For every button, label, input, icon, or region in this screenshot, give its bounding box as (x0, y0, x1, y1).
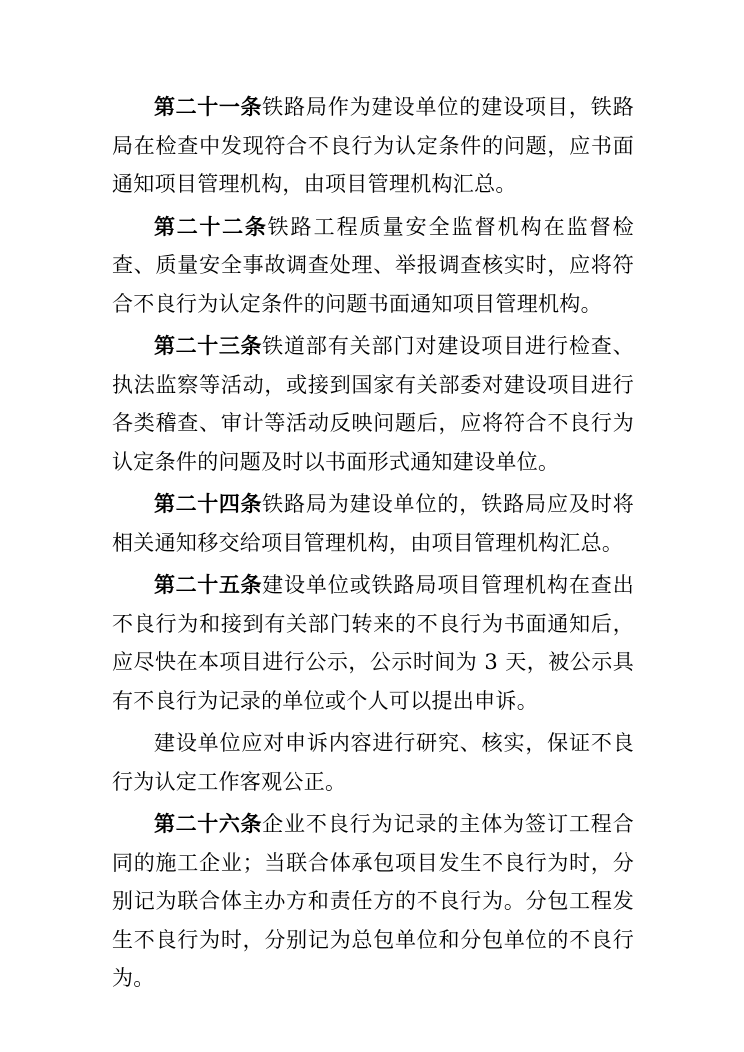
article-22-heading: 第二十二条 (154, 214, 268, 239)
article-24-paragraph (112, 485, 634, 562)
article-21-paragraph (112, 88, 634, 204)
article-23-heading: 第二十三条 (154, 334, 263, 358)
article-24-heading: 第二十四条 (154, 492, 263, 516)
article-25-text: 建设单位或铁路局项目管理机构在查出不良行为和接到有关部门转来的不良行为书面通知后，应尽快在本项目进行公示，公示时间为 3 天，被公示具有不良行为记录的单位或个人可以提出申诉。 (112, 573, 634, 713)
article-22-paragraph (112, 208, 634, 324)
document-body (112, 88, 634, 1002)
article-26-paragraph (112, 805, 634, 998)
article-25-paragraph (112, 566, 634, 720)
article-26-text: 企业不良行为记录的主体为签订工程合同的施工企业；当联合体承包项目发生不良行为时，分别记为联合体主办方和责任方的不良行为。分包工程发生不良行为时，分别记为总包单位和分包单位的不良行为。 (112, 812, 634, 990)
article-25-continuation-text: 建设单位应对申诉内容进行研究、核实，保证不良行为认定工作客观公正。 (112, 731, 634, 794)
article-24-text: 铁路局为建设单位的，铁路局应及时将相关通知移交给项目管理机构，由项目管理机构汇总。 (112, 492, 634, 555)
article-23-text: 铁道部有关部门对建设项目进行检查、执法监察等活动，或接到国家有关部委对建设项目进行各类稽查、审计等活动反映问题后，应将符合不良行为认定条件的问题及时以书面形式通知建设单位。 (112, 334, 634, 474)
article-21-heading: 第二十一条 (154, 95, 263, 119)
article-25-continuation-paragraph (112, 724, 634, 801)
article-21-text: 铁路局作为建设单位的建设项目，铁路局在检查中发现符合不良行为认定条件的问题，应书面通知项目管理机构，由项目管理机构汇总。 (112, 95, 634, 196)
article-25-heading: 第二十五条 (154, 573, 263, 597)
article-23-paragraph (112, 327, 634, 481)
article-26-heading: 第二十六条 (154, 812, 263, 836)
article-22-text: 铁路工程质量安全监督机构在监督检查、质量安全事故调查处理、举报调查核实时，应将符合不良行为认定条件的问题书面通知项目管理机构。 (112, 214, 634, 316)
